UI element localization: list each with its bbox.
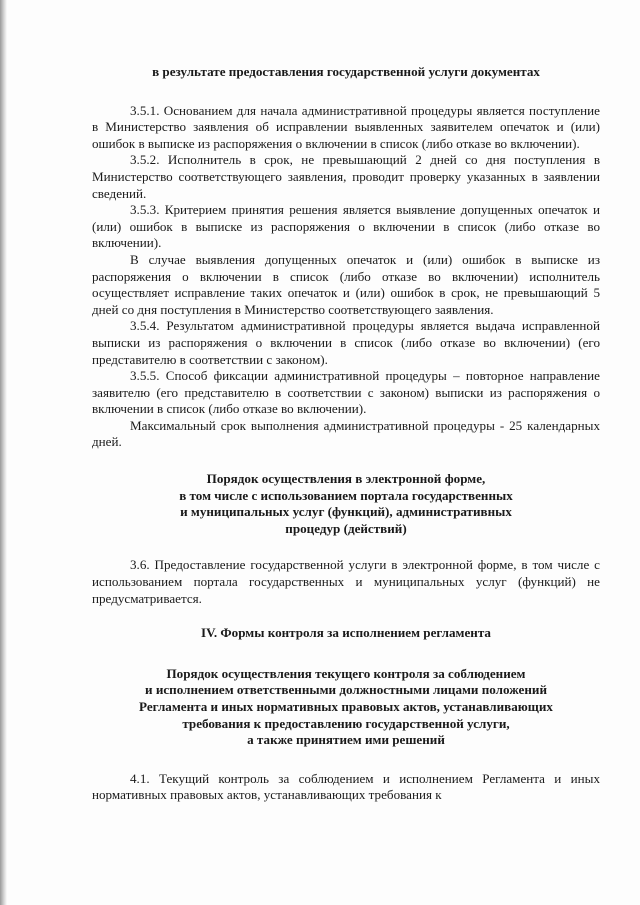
paragraph-3-5-4: 3.5.4. Результатом административной процедуры является выдача исправленной выписки из распоряжения о включении в список (либо отказе во включении) (его представителю в соответствии с законом). bbox=[92, 318, 600, 367]
section-heading-current-control bbox=[92, 666, 600, 749]
control-heading-line: требования к предоставлению государственной услуги, bbox=[182, 715, 510, 731]
paragraph-3-5-5: 3.5.5. Способ фиксации административной процедуры – повторное направление заявителю (его представителю в соответствии с законом) выписки из распоряжения о включении в список (либо отказе во включении). bbox=[92, 368, 600, 417]
section-heading-line: и муниципальных услуг (функций), административных bbox=[180, 504, 512, 520]
scan-edge-shadow bbox=[0, 0, 7, 905]
paragraph-3-6: 3.6. Предоставление государственной услуги в электронной форме, в том числе с использованием портала государственных и муниципальных услуг (функций) не предусматривается. bbox=[92, 557, 600, 606]
top-heading: в результате предоставления государственной услуги документах bbox=[152, 64, 540, 79]
control-heading-line: а также принятием ими решений bbox=[247, 732, 445, 748]
paragraph-correction-case: В случае выявления допущенных опечаток и (или) ошибок в выписке из распоряжения о включении в список (либо отказе во включении) исполнитель осуществляет исправление таких опечаток и (или) ошибок в срок, не превышающий 5 дней со дня поступления в Министерство соответствующего заявления. bbox=[92, 251, 600, 317]
chapter-heading-iv: IV. Формы контроля за исполнением регламента bbox=[201, 625, 491, 641]
section-heading-line: в том числе с использованием портала государственных bbox=[179, 487, 513, 503]
document-body bbox=[92, 60, 600, 804]
paragraph-3-5-1: 3.5.1. Основанием для начала административной процедуры является поступление в Министерство заявления об исправлении выявленных заявителем опечаток и (или) ошибок в выписке из распоряжения о включении в список (либо отказе во включении). bbox=[92, 102, 600, 151]
control-heading-line: Порядок осуществления текущего контроля за соблюдением bbox=[166, 665, 526, 681]
control-heading-line: и исполнением ответственными должностными лицами положений bbox=[145, 682, 547, 698]
paragraph-max-term: Максимальный срок выполнения административной процедуры - 25 календарных дней. bbox=[92, 417, 600, 450]
section-heading-line: процедур (действий) bbox=[285, 520, 407, 536]
control-heading-line: Регламента и иных нормативных правовых актов, устанавливающих bbox=[139, 699, 553, 714]
paragraph-4-1: 4.1. Текущий контроль за соблюдением и исполнением Регламента и иных нормативных правовых актов, устанавливающих требования к bbox=[92, 770, 600, 803]
paragraph-3-5-2: 3.5.2. Исполнитель в срок, не превышающий 2 дней со дня поступления в Министерство соответствующего заявления, проводит проверку указанных в заявлении сведений. bbox=[92, 152, 600, 201]
paragraph-3-5-3: 3.5.3. Критерием принятия решения является выявление допущенных опечаток и (или) ошибок в выписке из распоряжения о включении в список (либо отказе во включении). bbox=[92, 202, 600, 251]
section-heading-electronic-form bbox=[92, 471, 600, 537]
section-heading-line: Порядок осуществления в электронной форме, bbox=[206, 471, 486, 487]
